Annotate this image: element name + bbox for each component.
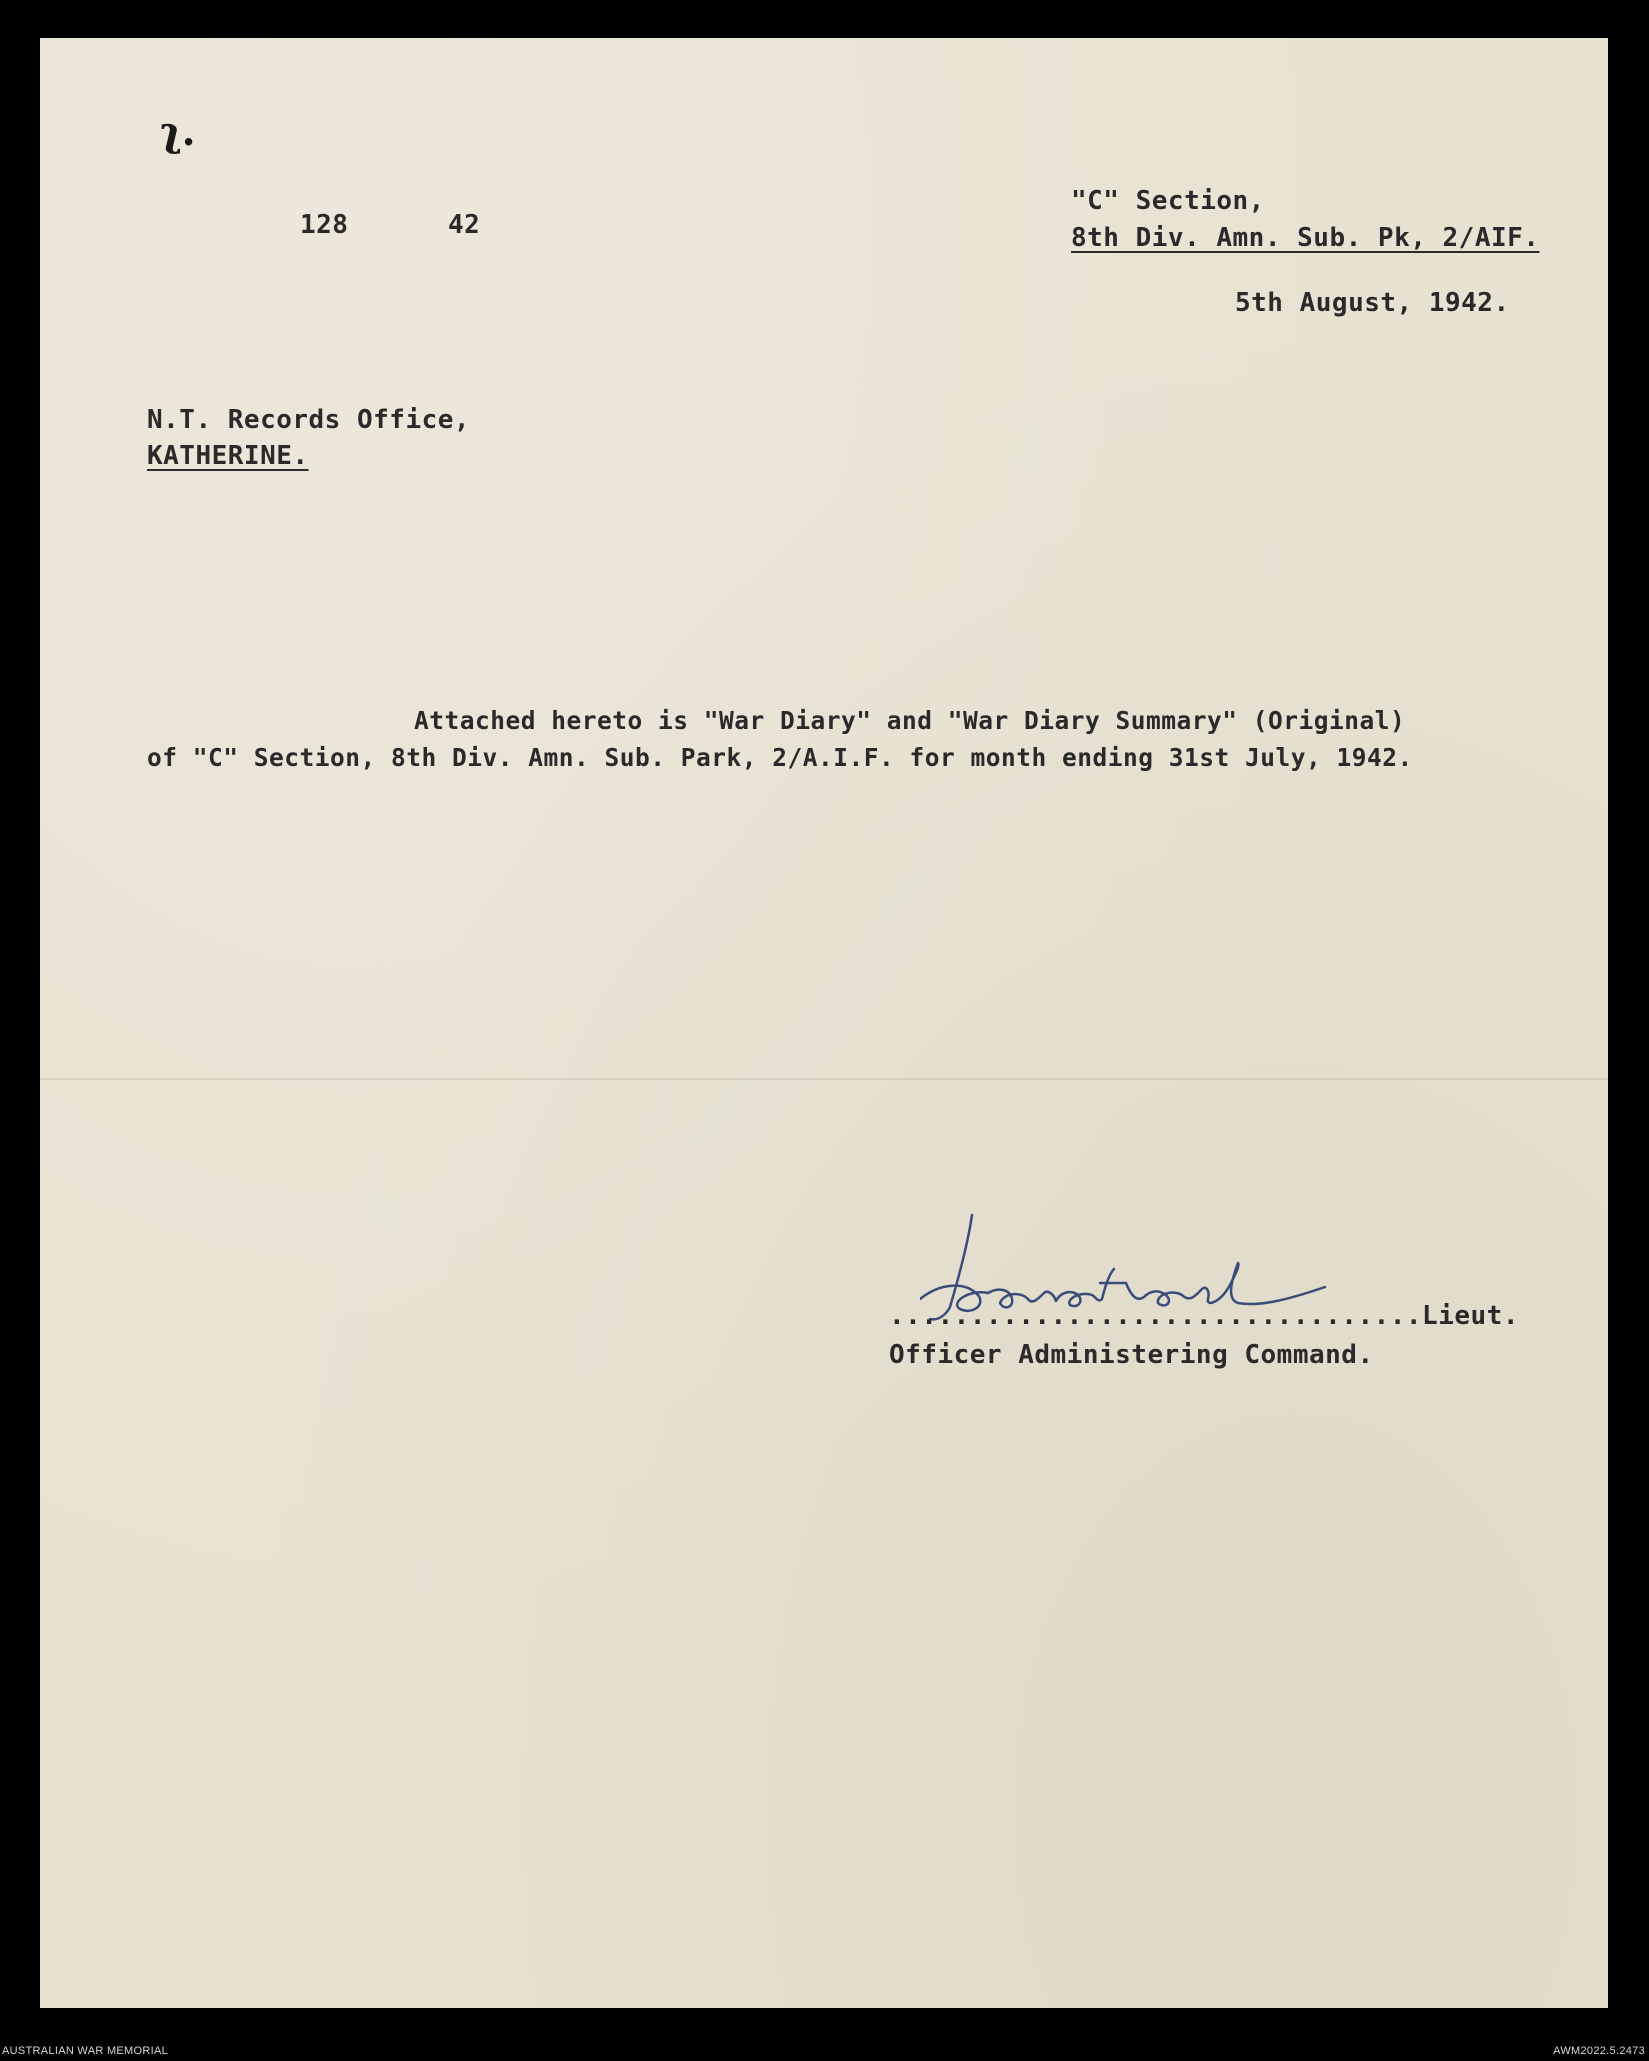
paper-fold-line xyxy=(40,1078,1608,1080)
footer-catalogue-number: AWM2022.5.2473 xyxy=(1553,2045,1645,2057)
file-reference-number: 128 xyxy=(300,210,349,240)
handwritten-mark: ʅ. xyxy=(160,108,196,155)
body-text-line-2: of "C" Section, 8th Div. Amn. Sub. Park, 2/A.I.F. for month ending 31st July, 1942. xyxy=(147,743,1413,772)
sender-formation: 8th Div. Amn. Sub. Pk, 2/AIF. xyxy=(1071,223,1540,253)
signature-line: .................................Lieut. xyxy=(889,1301,1519,1331)
letter-page xyxy=(40,38,1608,2008)
letter-date: 5th August, 1942. xyxy=(1235,288,1510,318)
signatory-title: Officer Administering Command. xyxy=(889,1340,1374,1370)
recipient-place: KATHERINE. xyxy=(147,441,309,471)
sender-unit: "C" Section, xyxy=(1071,186,1265,216)
body-text-line-1: Attached hereto is "War Diary" and "War Diary Summary" (Original) xyxy=(414,706,1406,735)
recipient-office: N.T. Records Office, xyxy=(147,405,471,435)
file-reference-year: 42 xyxy=(448,210,481,240)
footer-institution: AUSTRALIAN WAR MEMORIAL xyxy=(2,2045,169,2057)
